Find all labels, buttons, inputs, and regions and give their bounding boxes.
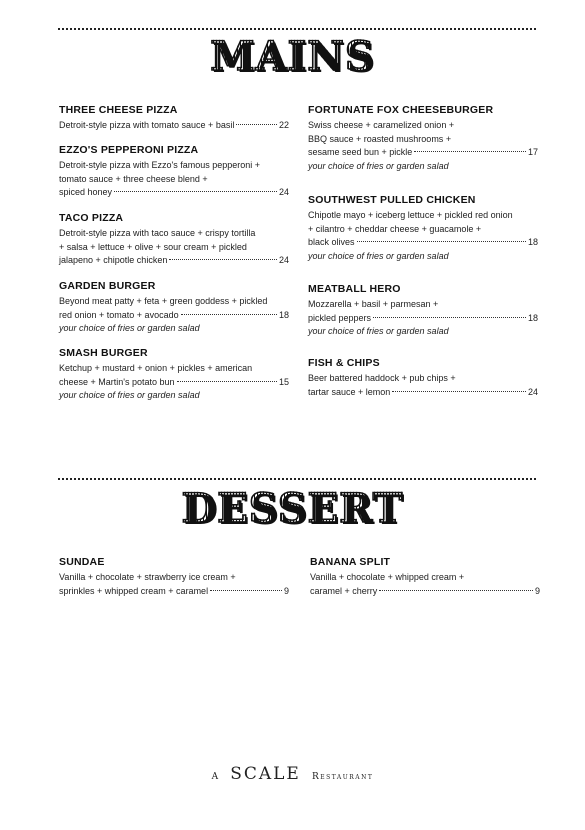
dot-leader <box>181 314 277 315</box>
item-name: THREE CHEESE PIZZA <box>59 104 178 116</box>
item-price-line <box>59 254 289 268</box>
dot-leader <box>114 191 277 192</box>
menu-item <box>308 104 538 173</box>
dot-leader <box>357 241 526 242</box>
menu-item <box>59 280 289 336</box>
logo-scale-text: SCALE <box>230 764 301 784</box>
item-price: 24 <box>278 187 289 197</box>
item-description-line: Mozzarella + basil + parmesan + <box>308 299 439 309</box>
item-price-line <box>308 146 538 160</box>
dessert-right-column <box>310 556 540 616</box>
item-description-line: + cilantro + cheddar cheese + guacamole + <box>308 223 482 234</box>
menu-item <box>308 283 538 339</box>
mains-right-column <box>308 104 538 424</box>
item-price-line <box>308 312 538 326</box>
item-price-line <box>59 585 289 599</box>
restaurant-logo <box>0 764 585 784</box>
menu-item <box>310 556 540 598</box>
item-description-line: Detroit-style pizza with Ezzo's famous pepperoni + <box>59 160 261 170</box>
item-name: GARDEN BURGER <box>59 280 156 292</box>
item-side-note: your choice of fries or garden salad <box>308 250 449 261</box>
item-side-note: your choice of fries or garden salad <box>59 323 200 333</box>
item-description-line: Detroit-style pizza with taco sauce + crispy tortilla <box>59 228 256 238</box>
item-price-line <box>59 376 289 390</box>
item-price-line <box>308 386 538 400</box>
menu-item <box>308 357 538 399</box>
item-price: 18 <box>527 312 538 323</box>
item-price: 15 <box>278 376 289 387</box>
middle-divider <box>58 478 536 480</box>
item-description-line: cheese + Martin's potato bun <box>59 376 175 387</box>
item-price: 24 <box>278 255 289 265</box>
item-description-line: sprinkles + whipped cream + caramel <box>59 585 209 596</box>
item-description-line: pickled peppers <box>308 312 372 323</box>
item-description-line: tomato sauce + three cheese blend + <box>59 173 208 184</box>
item-description-line: Vanilla + chocolate + whipped cream + <box>310 572 465 582</box>
item-price: 9 <box>534 585 540 596</box>
top-divider <box>58 28 536 30</box>
mains-title <box>0 34 585 80</box>
logo-a: A <box>211 772 220 782</box>
item-price: 9 <box>283 585 289 596</box>
dessert-title <box>0 486 585 532</box>
item-description-line: jalapeno + chipotle chicken <box>59 255 168 265</box>
item-name: SUNDAE <box>59 556 105 568</box>
item-name: FISH & CHIPS <box>308 357 380 369</box>
mains-left-column <box>59 104 289 424</box>
item-description-line: sesame seed bun + pickle <box>308 147 413 157</box>
item-price-line <box>308 236 538 250</box>
item-description-line: + salsa + lettuce + olive + sour cream + pickled <box>59 241 247 252</box>
item-description-line: Beyond meat patty + feta + green goddess + pickled <box>59 296 268 306</box>
dot-leader <box>392 391 526 392</box>
item-description-line: Detroit-style pizza with tomato sauce + basil <box>59 120 235 130</box>
item-price: 22 <box>278 120 289 130</box>
item-description-line: Swiss cheese + caramelized onion + <box>308 120 455 130</box>
logo-scale <box>230 764 301 784</box>
item-price-line <box>310 585 540 599</box>
menu-item <box>59 144 289 200</box>
dot-leader <box>379 590 533 591</box>
menu-item <box>59 212 289 268</box>
item-description-line: BBQ sauce + roasted mushrooms + <box>308 133 452 144</box>
item-description-line: spiced honey <box>59 187 113 197</box>
item-description-line: Vanilla + chocolate + strawberry ice cream + <box>59 572 236 582</box>
menu-item <box>59 104 289 133</box>
item-description-line: Chipotle mayo + iceberg lettuce + pickled red onion <box>308 210 513 220</box>
item-description-line: Ketchup + mustard + onion + pickles + american <box>59 363 253 373</box>
logo-restaurant: Restaurant <box>311 772 374 782</box>
item-name: SMASH BURGER <box>59 347 148 359</box>
item-price-line <box>59 309 289 323</box>
item-price-line <box>59 186 289 200</box>
menu-item <box>59 556 289 598</box>
mains-title-text: MAINS <box>210 33 375 80</box>
dessert-title-text: DESSERT <box>181 485 404 532</box>
item-side-note: your choice of fries or garden salad <box>308 160 449 171</box>
item-description-line: caramel + cherry <box>310 585 378 596</box>
item-description-line: red onion + tomato + avocado <box>59 309 179 320</box>
dessert-left-column <box>59 556 289 616</box>
dot-leader <box>373 317 526 318</box>
dot-leader <box>210 590 282 591</box>
dot-leader <box>414 151 526 152</box>
dot-leader <box>236 124 277 125</box>
item-price-line <box>59 119 289 133</box>
item-name: FORTUNATE FOX CHEESEBURGER <box>308 104 494 116</box>
item-description-line: Beer battered haddock + pub chips + <box>308 373 456 383</box>
item-price: 18 <box>527 237 538 247</box>
item-side-note: your choice of fries or garden salad <box>308 326 449 336</box>
item-price: 18 <box>278 309 289 320</box>
item-name: EZZO'S PEPPERONI PIZZA <box>59 144 199 156</box>
menu-item <box>59 347 289 403</box>
item-price: 24 <box>527 386 538 397</box>
item-name: BANANA SPLIT <box>310 556 391 568</box>
item-price: 17 <box>527 147 538 157</box>
item-description-line: black olives <box>308 237 355 247</box>
item-name: SOUTHWEST PULLED CHICKEN <box>308 194 476 206</box>
dot-leader <box>177 381 277 382</box>
item-description-line: tartar sauce + lemon <box>308 386 391 397</box>
item-side-note: your choice of fries or garden salad <box>59 390 200 400</box>
item-name: MEATBALL HERO <box>308 283 401 295</box>
item-name: TACO PIZZA <box>59 212 124 224</box>
menu-item <box>308 194 538 263</box>
dot-leader <box>169 259 277 260</box>
